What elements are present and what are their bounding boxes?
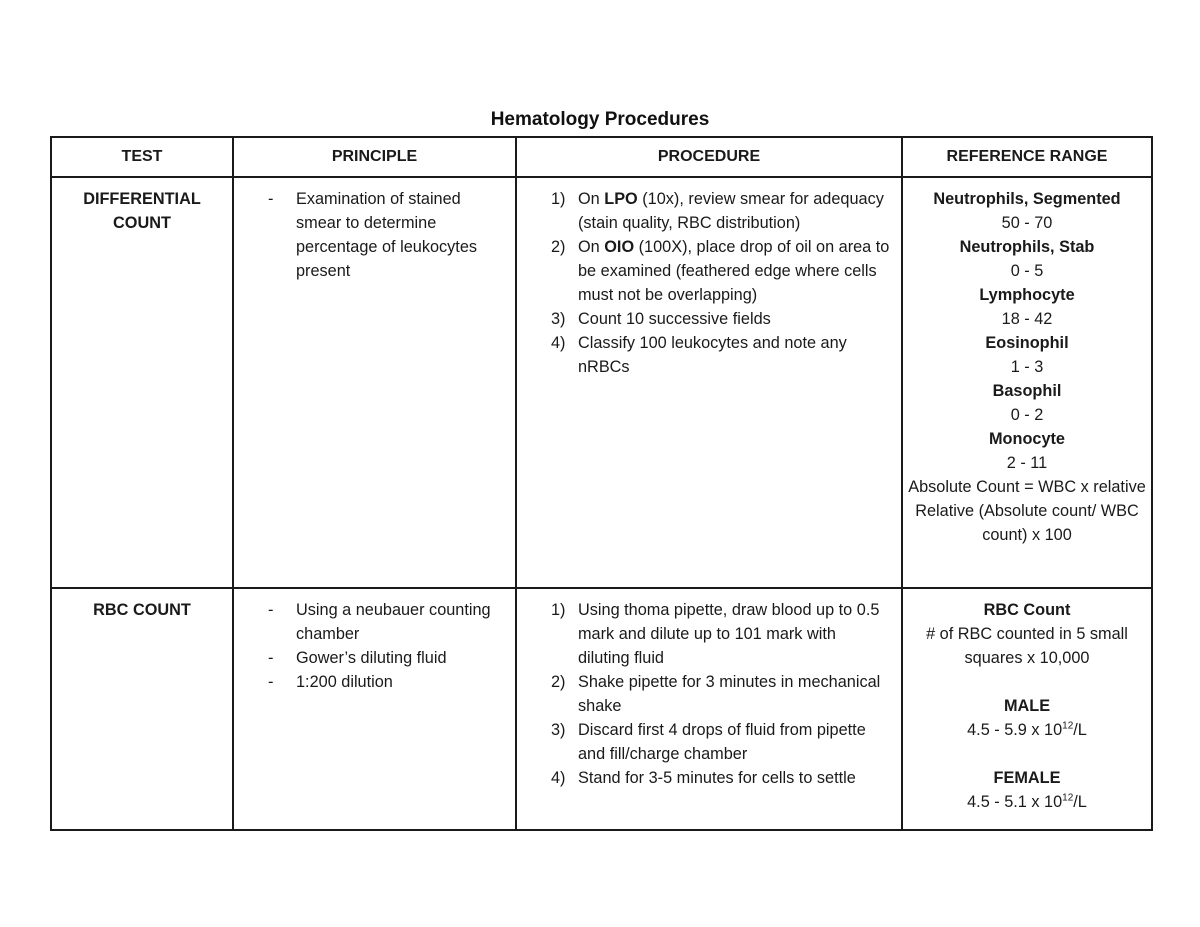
step-text: Discard first 4 drops of fluid from pipette and fill/charge chamber xyxy=(578,721,866,763)
value-unit: /L xyxy=(1073,721,1087,739)
step-text: Using thoma pipette, draw blood up to 0.5 mark and dilute up to 101 mark with diluting fluid xyxy=(578,601,880,667)
value-exponent: 12 xyxy=(1062,792,1074,804)
step-text-bold: OIO xyxy=(604,238,635,256)
principle-item xyxy=(268,646,505,670)
page-title: Hematology Procedures xyxy=(490,109,710,130)
step-text: Stand for 3-5 minutes for cells to settle xyxy=(578,769,856,787)
procedure-step xyxy=(551,598,891,670)
test-cell xyxy=(51,588,233,830)
step-number: 4) xyxy=(551,334,566,352)
ref-value-female xyxy=(907,790,1147,814)
procedure-step xyxy=(551,718,891,766)
procedure-step xyxy=(551,307,891,331)
step-text: Count 10 successive fields xyxy=(578,310,771,328)
procedure-cell xyxy=(516,177,902,588)
dash-bullet: - xyxy=(268,649,274,667)
procedure-step xyxy=(551,766,891,790)
ref-value: 1 - 3 xyxy=(1010,358,1044,376)
ref-label: Monocyte xyxy=(989,430,1065,448)
principle-cell xyxy=(233,588,516,830)
spacer xyxy=(907,670,1147,694)
principle-text: 1:200 dilution xyxy=(296,673,393,691)
principle-item xyxy=(268,187,505,283)
ref-value: 0 - 2 xyxy=(1010,406,1044,424)
header-principle: PRINCIPLE xyxy=(233,137,516,177)
table-header-row xyxy=(51,137,1152,177)
value-exponent: 12 xyxy=(1062,720,1074,732)
ref-value-male xyxy=(907,718,1147,742)
step-number: 3) xyxy=(551,721,566,739)
ref-formula: # of RBC counted in 5 small squares x 10,000 xyxy=(926,625,1128,667)
step-number: 3) xyxy=(551,310,566,328)
value-unit: /L xyxy=(1073,793,1087,811)
ref-label: Lymphocyte xyxy=(979,286,1075,304)
ref-value: 0 - 5 xyxy=(1010,262,1044,280)
ref-note: Absolute Count = WBC x relative xyxy=(908,478,1146,496)
ref-label-male: MALE xyxy=(1003,697,1051,715)
dash-bullet: - xyxy=(268,190,274,208)
step-number: 2) xyxy=(551,673,566,691)
step-text-pre: On xyxy=(578,238,605,256)
step-text-post: (10x), review smear for adequacy (stain quality, RBC distribution) xyxy=(578,190,884,232)
procedures-table xyxy=(50,136,1153,831)
step-number: 2) xyxy=(551,238,566,256)
principle-cell xyxy=(233,177,516,588)
header-reference-range: REFERENCE RANGE xyxy=(902,137,1152,177)
procedure-cell xyxy=(516,588,902,830)
step-number: 1) xyxy=(551,601,566,619)
test-name-line: DIFFERENTIAL xyxy=(83,190,201,208)
table-row-differential-count xyxy=(51,177,1152,588)
procedure-step xyxy=(551,331,891,379)
ref-note: Relative (Absolute count/ WBC count) x 100 xyxy=(915,502,1139,544)
test-name-line: COUNT xyxy=(113,214,171,232)
test-name-line: RBC COUNT xyxy=(93,601,191,619)
principle-item xyxy=(268,598,505,646)
dash-bullet: - xyxy=(268,673,274,691)
ref-label: Neutrophils, Segmented xyxy=(933,190,1121,208)
test-cell xyxy=(51,177,233,588)
ref-value: 50 - 70 xyxy=(1001,214,1053,232)
step-text-pre: On xyxy=(578,190,605,208)
procedure-step xyxy=(551,235,891,307)
ref-value: 2 - 11 xyxy=(1006,454,1048,472)
ref-label: Eosinophil xyxy=(985,334,1069,352)
procedure-step xyxy=(551,670,891,718)
value-base: 4.5 - 5.1 x 10 xyxy=(967,793,1063,811)
principle-text: Examination of stained smear to determine percentage of leukocytes present xyxy=(296,190,478,280)
reference-range-cell xyxy=(902,588,1152,830)
step-text: Shake pipette for 3 minutes in mechanical shake xyxy=(578,673,881,715)
value-base: 4.5 - 5.9 x 10 xyxy=(967,721,1063,739)
principle-text: Gower’s diluting fluid xyxy=(296,649,447,667)
dash-bullet: - xyxy=(268,601,274,619)
ref-label-female: FEMALE xyxy=(993,769,1061,787)
ref-label: RBC Count xyxy=(983,601,1071,619)
ref-label: Neutrophils, Stab xyxy=(959,238,1095,256)
header-test: TEST xyxy=(51,137,233,177)
procedure-step xyxy=(551,187,891,235)
step-text: Classify 100 leukocytes and note any nRBCs xyxy=(578,334,847,376)
principle-item xyxy=(268,670,505,694)
ref-label: Basophil xyxy=(992,382,1062,400)
principle-text: Using a neubauer counting chamber xyxy=(296,601,491,643)
ref-value: 18 - 42 xyxy=(1001,310,1053,328)
step-text-post: (100X), place drop of oil on area to be examined (feathered edge where cells must not be overlapping) xyxy=(578,238,890,304)
step-number: 4) xyxy=(551,769,566,787)
header-procedure: PROCEDURE xyxy=(516,137,902,177)
table-row-rbc-count xyxy=(51,588,1152,830)
reference-range-cell xyxy=(902,177,1152,588)
step-text-bold: LPO xyxy=(604,190,638,208)
step-number: 1) xyxy=(551,190,566,208)
spacer xyxy=(907,742,1147,766)
